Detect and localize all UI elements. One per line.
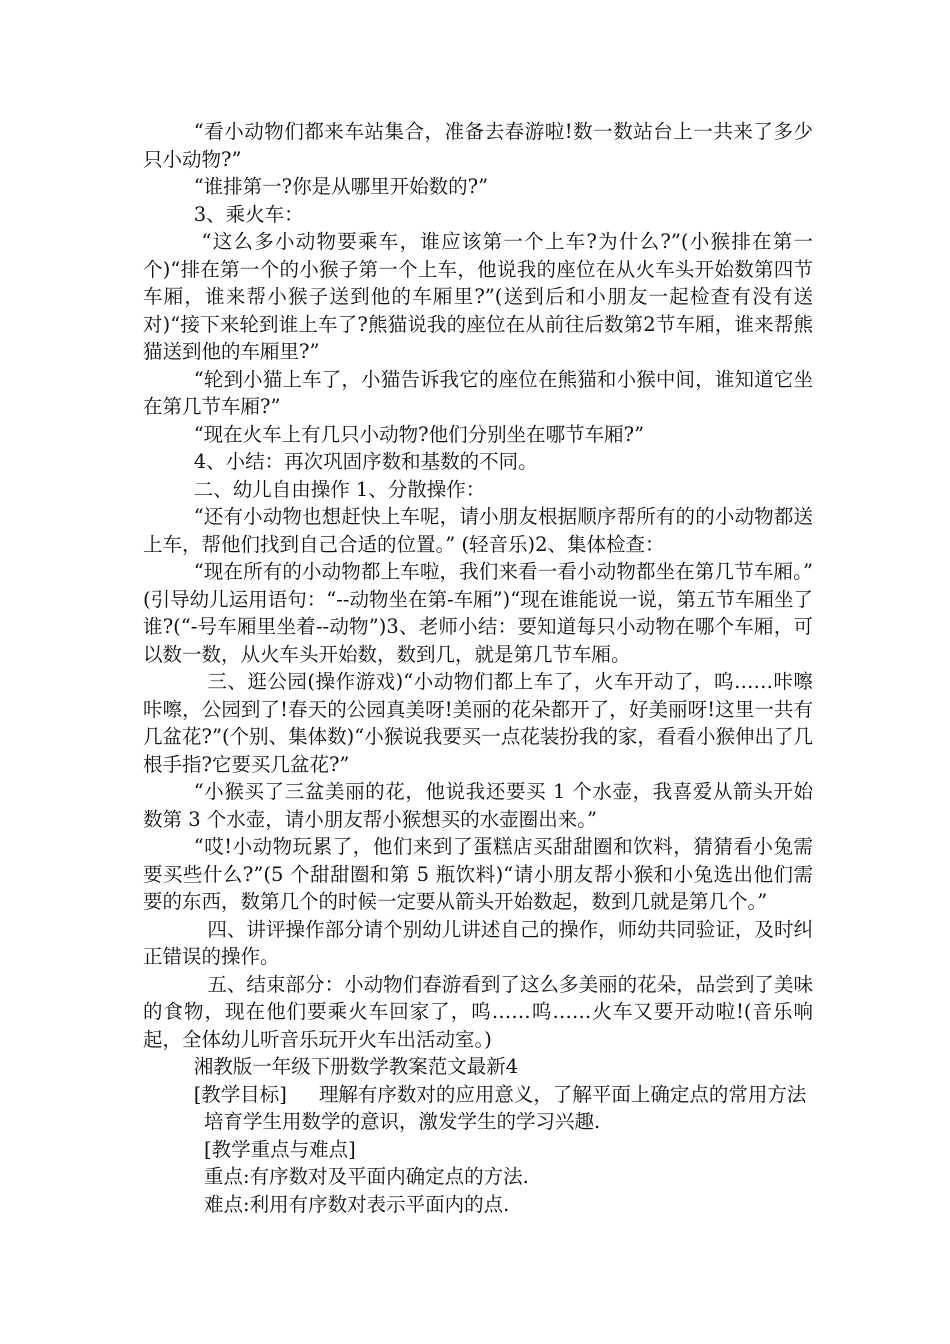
- paragraph-gather: “看小动物们都来车站集合，准备去春游啦!数一数站台上一共来了多少只小动物?”: [143, 120, 813, 171]
- section-free-operation: 二、幼儿自由操作 1、分散操作：: [193, 477, 486, 501]
- objectives-label: [教学目标]: [193, 1082, 287, 1106]
- paragraph-kitten: “轮到小猫上车了，小猫告诉我它的座位在熊猫和小猴中间，谁知道它坐在第几节车厢?”: [143, 367, 813, 418]
- paragraph-kettle: “小猴买了三盆美丽的花，他说我还要买 1 个水壶，我喜爱从箭头开始数第 3 个水壶，请小朋友帮小猴想买的水壶圈出来。”: [143, 780, 813, 831]
- paragraph-cake-shop: “哎!小动物玩累了，他们来到了蛋糕店买甜甜圈和饮料，猜猜看小兔需要买些什么?”(5 个甜甜圈和第 5 瓶饮料)“请小朋友帮小猴和小兔选出他们需要的东西，数第几个的时候一定要从箭头开始数起，数到几就是第几个。”: [143, 835, 813, 913]
- paragraph-interest: 培育学生用数学的意识，激发学生的学习兴趣.: [204, 1110, 601, 1133]
- objectives-text: 理解有序数对的应用意义，了解平面上确定点的常用方法: [318, 1082, 807, 1106]
- paragraph-help-board: “还有小动物也想赶快上车呢，请小朋友根据顺序帮所有的的小动物都送上车，帮他们找到自己合适的位置。” (轻音乐)2、集体检查：: [143, 505, 813, 556]
- key-point: 重点:有序数对及平面内确定点的方法.: [204, 1165, 529, 1188]
- section-park: 三、逛公园(操作游戏)“小动物们都上车了，火车开动了，呜……咔嚓咔嚓，公园到了!春天的公园真美呀!美丽的花朵都开了，好美丽呀!这里一共有几盆花?”(个别、集体数)“小猴说我要买一点花装扮我的家，看看小猴伸出了几根手指?它要买几盆花?”: [143, 670, 813, 776]
- section-take-train: 3、乘火车：: [193, 202, 304, 226]
- paragraph-boarding: “这么多小动物要乘车，谁应该第一个上车?为什么?”(小猴排在第一个)“排在第一个的小猴子第一个上车，他说我的座位在从火车头开始数第四节车厢，谁来帮小猴子送到他的车厢里?”(送到后和小朋友一起检查有没有送对)“接下来轮到谁上车了?熊猫说我的座位在从前往后数第2节车厢，谁来帮熊猫送到他的车厢里?”: [143, 230, 813, 363]
- key-difficult-heading: [教学重点与难点]: [204, 1137, 356, 1161]
- document-page: [143, 118, 813, 1218]
- difficult-point: 难点:利用有序数对表示平面内的点.: [204, 1192, 510, 1216]
- paragraph-objectives: [143, 1081, 813, 1109]
- lesson-plan-heading: 湘教版一年级下册数学教案范文最新4: [193, 1055, 519, 1078]
- section-ending: 五、结束部分：小动物们春游看到了这么多美丽的花朵，品尝到了美味的食物，现在他们要乘火车回家了，呜……呜……火车又要开动啦!(音乐响起，全体幼儿听音乐玩开火车出活动室。): [143, 972, 813, 1051]
- section-review: 四、讲评操作部分请个别幼儿讲述自己的操作，师幼共同验证，及时纠正错误的操作。: [143, 917, 813, 968]
- section-summary: 4、小结：再次巩固序数和基数的不同。: [193, 450, 538, 473]
- paragraph-who-first: “谁排第一?你是从哪里开始数的?”: [193, 175, 489, 198]
- paragraph-all-aboard: “现在所有的小动物都上车啦，我们来看一看小动物都坐在第几节车厢。” (引导幼儿运用语句：“--动物坐在第-车厢”)“现在谁能说一说，第五节车厢坐了谁?(“-号车厢里坐着--动物”)3、老师小结：要知道每只小动物在哪个车厢，可以数一数，从火车头开始数，数到几，就是第几节车厢。: [143, 560, 813, 666]
- paragraph-how-many: “现在火车上有几只小动物?他们分别坐在哪节车厢?”: [193, 422, 645, 446]
